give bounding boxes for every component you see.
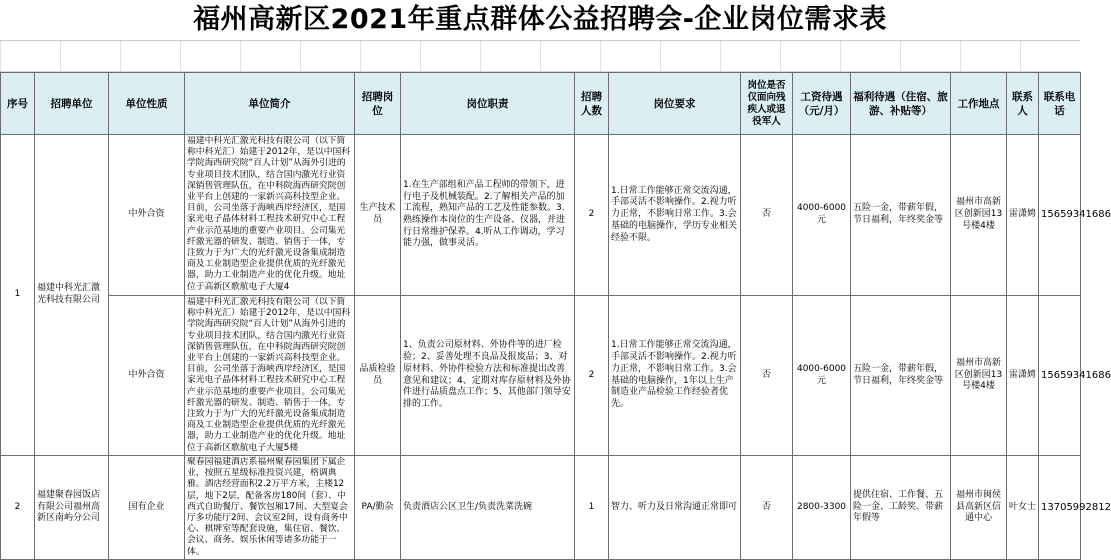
- cell-contact: 雷潇娉: [1007, 296, 1039, 456]
- cell-phone: 13705992812: [1039, 456, 1081, 560]
- cell-requirements: 智力、听力及日常沟通正常即可: [609, 456, 741, 560]
- cell-welfare: 五险一金，带薪年假，节日福利，年终奖金等: [851, 296, 951, 456]
- cell-requirements: 1.日常工作能够正常交流沟通，手部灵活不影响操作。2.视力听力正常，不影响日常工作。3.会基础的电脑操作，1年以上生产制造业产品检验工作经验者优先。: [609, 296, 741, 456]
- cell-location: 福州市高新区创新园13号楼4楼: [951, 296, 1007, 456]
- header-contact: 联系人: [1007, 73, 1039, 135]
- table-row: [1, 456, 1081, 560]
- cell-intro: 聚春园福建酒店系福州聚春园集团下属企业，按照五星级标准投资兴建，格调典雅。酒店经营面积2.2万平方米，主楼12层，地下2层，配备客房180间（套）、中西式自助餐厅、餐饮包厢17间、大型宴会厅多功能厅2间、会议室2间，设有商务中心、棋牌室等配套设施，集住宿、餐饮、会议、商务、娱乐休闲等诸多功能于一体。: [185, 456, 355, 560]
- cell-count: 1: [575, 456, 609, 560]
- cell-welfare: 五险一金，带薪年假，节日福利，年终奖金等: [851, 135, 951, 296]
- cell-company: 福建聚春园饭店有限公司福州高新区南屿分公司: [35, 456, 109, 560]
- cell-position: 品质检验员: [355, 296, 401, 456]
- header-welfare: 福利待遇（住宿、旅游、补贴等）: [851, 73, 951, 135]
- cell-position: 生产技术员: [355, 135, 401, 296]
- cell-nature: 国有企业: [109, 456, 185, 560]
- cell-seq: 2: [1, 456, 35, 560]
- cell-welfare: 提供住宿、工作餐、五险一金、工龄奖、带薪年假等: [851, 456, 951, 560]
- header-duties: 岗位职责: [401, 73, 575, 135]
- header-phone: 联系电话: [1039, 73, 1081, 135]
- cell-duties: 1、负责公司原材料、外协件等的进厂检验；2、妥善处理不良品及报废品；3、对原材料、外协件检验方法和标准提出改善意见和建议；4、定期对库存原材料及外协件进行品质盘点工作；5、其他部门领导安排的工作。: [401, 296, 575, 456]
- header-count: 招聘人数: [575, 73, 609, 135]
- cell-phone: 15659341686: [1039, 135, 1081, 296]
- header-nature: 单位性质: [109, 73, 185, 135]
- header-position: 招聘岗位: [355, 73, 401, 135]
- header-company: 招聘单位: [35, 73, 109, 135]
- cell-intro: 福建中科光汇激光科技有限公司（以下简称中科光汇）始建于2012年，是以中国科学院海西研究院“百人计划”从海外引进的专业项目技术团队，结合国内激光行业资深销售管理队伍，在中科院海西研究院创业平台上创建的一家新兴高科技型企业。目前，公司坐落于海峡西岸经济区，是国家光电子晶体材料工程技术研究中心工程产业示范基地的重要产业项目。公司集光纤激光器的研发、制造、销售于一体，专注致力于为广大的光纤激光设备集成制造商及工业制造型企业提供优质的光纤激光器，助力工业制造产业的优化升级。地址位于高新区歌航电子大厦4: [185, 135, 355, 296]
- cell-location: 福州市高新区创新园13号楼4楼: [951, 135, 1007, 296]
- cell-veteran: 否: [741, 135, 793, 296]
- cell-location: 福州市闽侯县高新区信通中心: [951, 456, 1007, 560]
- header-row: [1, 73, 1081, 135]
- header-veteran: 岗位是否仅面向残疾人或退役军人: [741, 73, 793, 135]
- cell-salary: 4000-6000元: [793, 135, 851, 296]
- job-requirements-table: [0, 72, 1111, 560]
- cell-count: 2: [575, 296, 609, 456]
- table-row: [1, 135, 1081, 296]
- blank-spreadsheet-row: [0, 41, 1080, 72]
- header-intro: 单位简介: [185, 73, 355, 135]
- cell-salary: 2800-3300: [793, 456, 851, 560]
- cell-company: 福建中科光汇激光科技有限公司: [35, 135, 109, 456]
- cell-count: 2: [575, 135, 609, 296]
- cell-nature: 中外合资: [109, 135, 185, 296]
- cell-duties: 负责酒店公区卫生/负责洗菜洗碗: [401, 456, 575, 560]
- table-title: 福州高新区2021年重点群体公益招聘会-企业岗位需求表: [0, 0, 1080, 41]
- table-row: [1, 296, 1081, 456]
- cell-nature: 中外合资: [109, 296, 185, 456]
- cell-requirements: 1.日常工作能够正常交流沟通，手部灵活不影响操作。2.视力听力正常，不影响日常工作。3.会基础的电脑操作，学历专业相关经验不限。: [609, 135, 741, 296]
- cell-seq: 1: [1, 135, 35, 456]
- header-requirements: 岗位要求: [609, 73, 741, 135]
- cell-contact: 叶女士: [1007, 456, 1039, 560]
- header-salary: 工资待遇（元/月）: [793, 73, 851, 135]
- cell-duties: 1.在生产部组和产品工程师的带领下，进行电子及机械装配。2.了解相关产品的加工流程，熟知产品的工艺及性能参数。3.熟练操作本岗位的生产设备、仪器，并进行日常维护保养。4.听从工作调动，学习能力强，做事灵活。: [401, 135, 575, 296]
- cell-salary: 4000-6000元: [793, 296, 851, 456]
- cell-phone: 15659341686: [1039, 296, 1081, 456]
- cell-position: PA/勤杂: [355, 456, 401, 560]
- header-location: 工作地点: [951, 73, 1007, 135]
- cell-veteran: 否: [741, 456, 793, 560]
- cell-contact: 雷潇娉: [1007, 135, 1039, 296]
- header-seq: 序号: [1, 73, 35, 135]
- cell-veteran: 否: [741, 296, 793, 456]
- cell-intro: 福建中科光汇激光科技有限公司（以下简称中科光汇）始建于2012年，是以中国科学院海西研究院“百人计划”从海外引进的专业项目技术团队，结合国内激光行业资深销售管理队伍，在中科院海西研究院创业平台上创建的一家新兴高科技型企业。目前，公司坐落于海峡西岸经济区，是国家光电子晶体材料工程技术研究中心工程产业示范基地的重要产业项目。公司集光纤激光器的研发、制造、销售于一体，专注致力于为广大的光纤激光设备集成制造商及工业制造型企业提供优质的光纤激光器，助力工业制造产业的优化升级。地址位于高新区歌航电子大厦5楼: [185, 296, 355, 456]
